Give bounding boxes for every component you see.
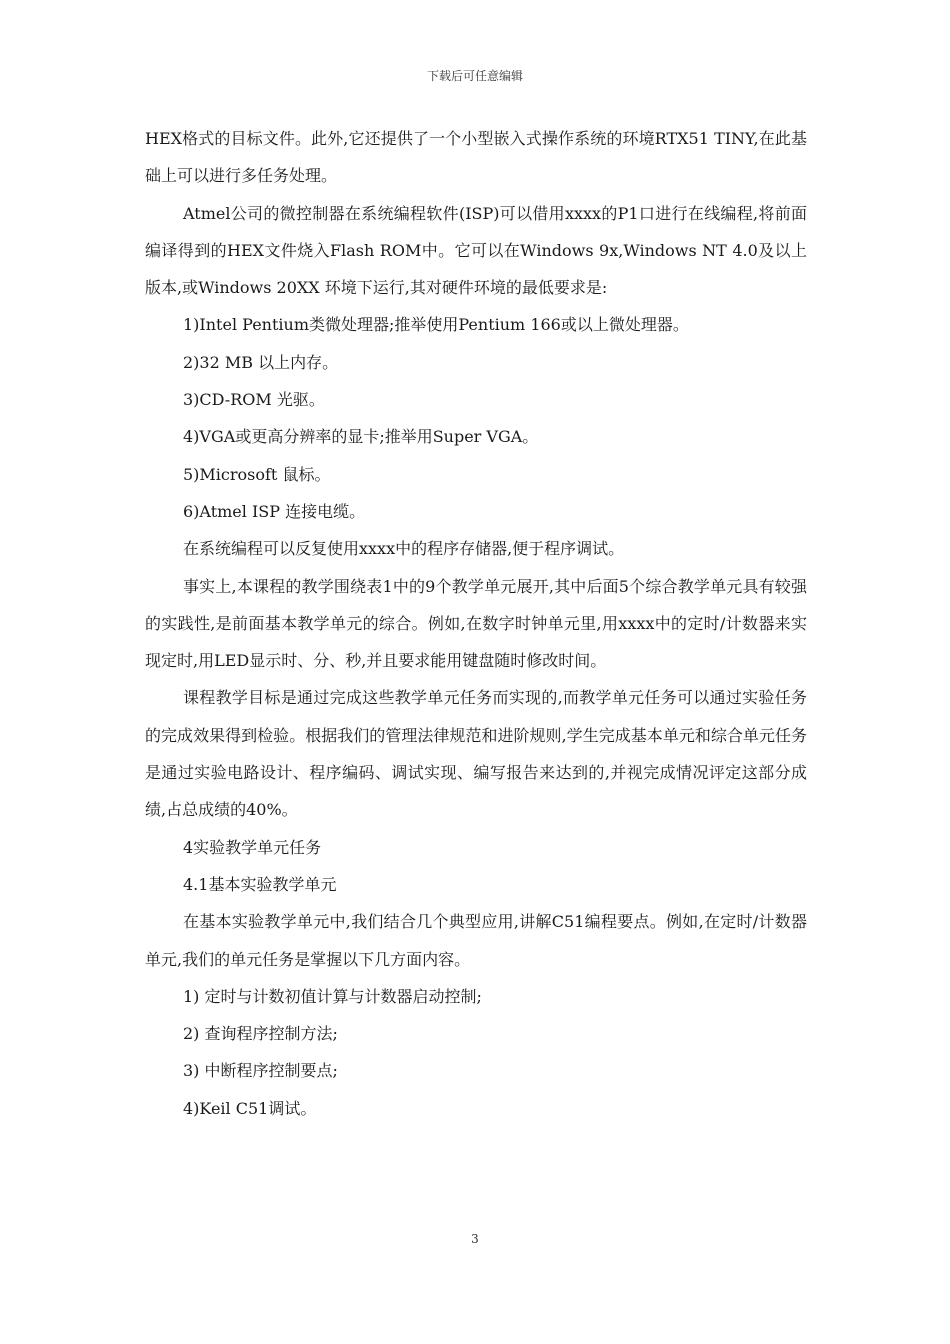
page-number: 3 — [471, 1232, 479, 1246]
section-heading: 4实验教学单元任务 — [183, 837, 322, 857]
paragraph: 事实上,本课程的教学围绕表1中的9个教学单元展开,其中后面5个综合教学单元具有较强的实践性,是前面基本教学单元的综合。例如,在数字时钟单元里,用xxxx中的定时/计数器来实现定时,用LED显示时、分、秒,并且要求能用键盘随时修改时间。 — [145, 576, 807, 671]
document-body — [145, 120, 807, 1127]
list-item: 3)CD-ROM 光驱。 — [183, 390, 325, 410]
list-item: 6)Atmel ISP 连接电缆。 — [183, 501, 366, 521]
page-header: 下载后可任意编辑 — [426, 69, 523, 83]
list-item: 2)32 MB 以上内存。 — [183, 352, 339, 372]
list-item: 4)Keil C51调试。 — [183, 1098, 317, 1118]
paragraph: Atmel公司的微控制器在系统编程软件(ISP)可以借用xxxx的P1口进行在线编程,将前面编译得到的HEX文件烧入Flash ROM中。它可以在Windows 9x,Windows NT 4.0及以上版本,或Windows 20XX 环境下运行,其对硬件环境的最低要求是: — [145, 203, 807, 298]
subsection-heading: 4.1基本实验教学单元 — [183, 874, 337, 894]
list-item: 4)VGA或更高分辨率的显卡;推举用Super VGA。 — [183, 427, 539, 447]
paragraph: HEX格式的目标文件。此外,它还提供了一个小型嵌入式操作系统的环境RTX51 TINY,在此基础上可以进行多任务处理。 — [145, 129, 807, 186]
list-item: 2) 查询程序控制方法; — [183, 1024, 338, 1044]
paragraph: 课程教学目标是通过完成这些教学单元任务而实现的,而教学单元任务可以通过实验任务的完成效果得到检验。根据我们的管理法律规范和进阶规则,学生完成基本单元和综合单元任务是通过实验电路设计、程序编码、调试实现、编写报告来达到的,并视完成情况评定这部分成绩,占总成绩的40%。 — [145, 688, 807, 820]
list-item: 1) 定时与计数初值计算与计数器启动控制; — [183, 986, 482, 1006]
list-item: 5)Microsoft 鼠标。 — [183, 464, 331, 484]
list-item: 1)Intel Pentium类微处理器;推举使用Pentium 166或以上微处理器。 — [183, 315, 689, 335]
paragraph: 在基本实验教学单元中,我们结合几个典型应用,讲解C51编程要点。例如,在定时/计数器单元,我们的单元任务是掌握以下几方面内容。 — [145, 912, 807, 969]
list-item: 3) 中断程序控制要点; — [183, 1061, 338, 1081]
paragraph: 在系统编程可以反复使用xxxx中的程序存储器,便于程序调试。 — [183, 539, 625, 559]
